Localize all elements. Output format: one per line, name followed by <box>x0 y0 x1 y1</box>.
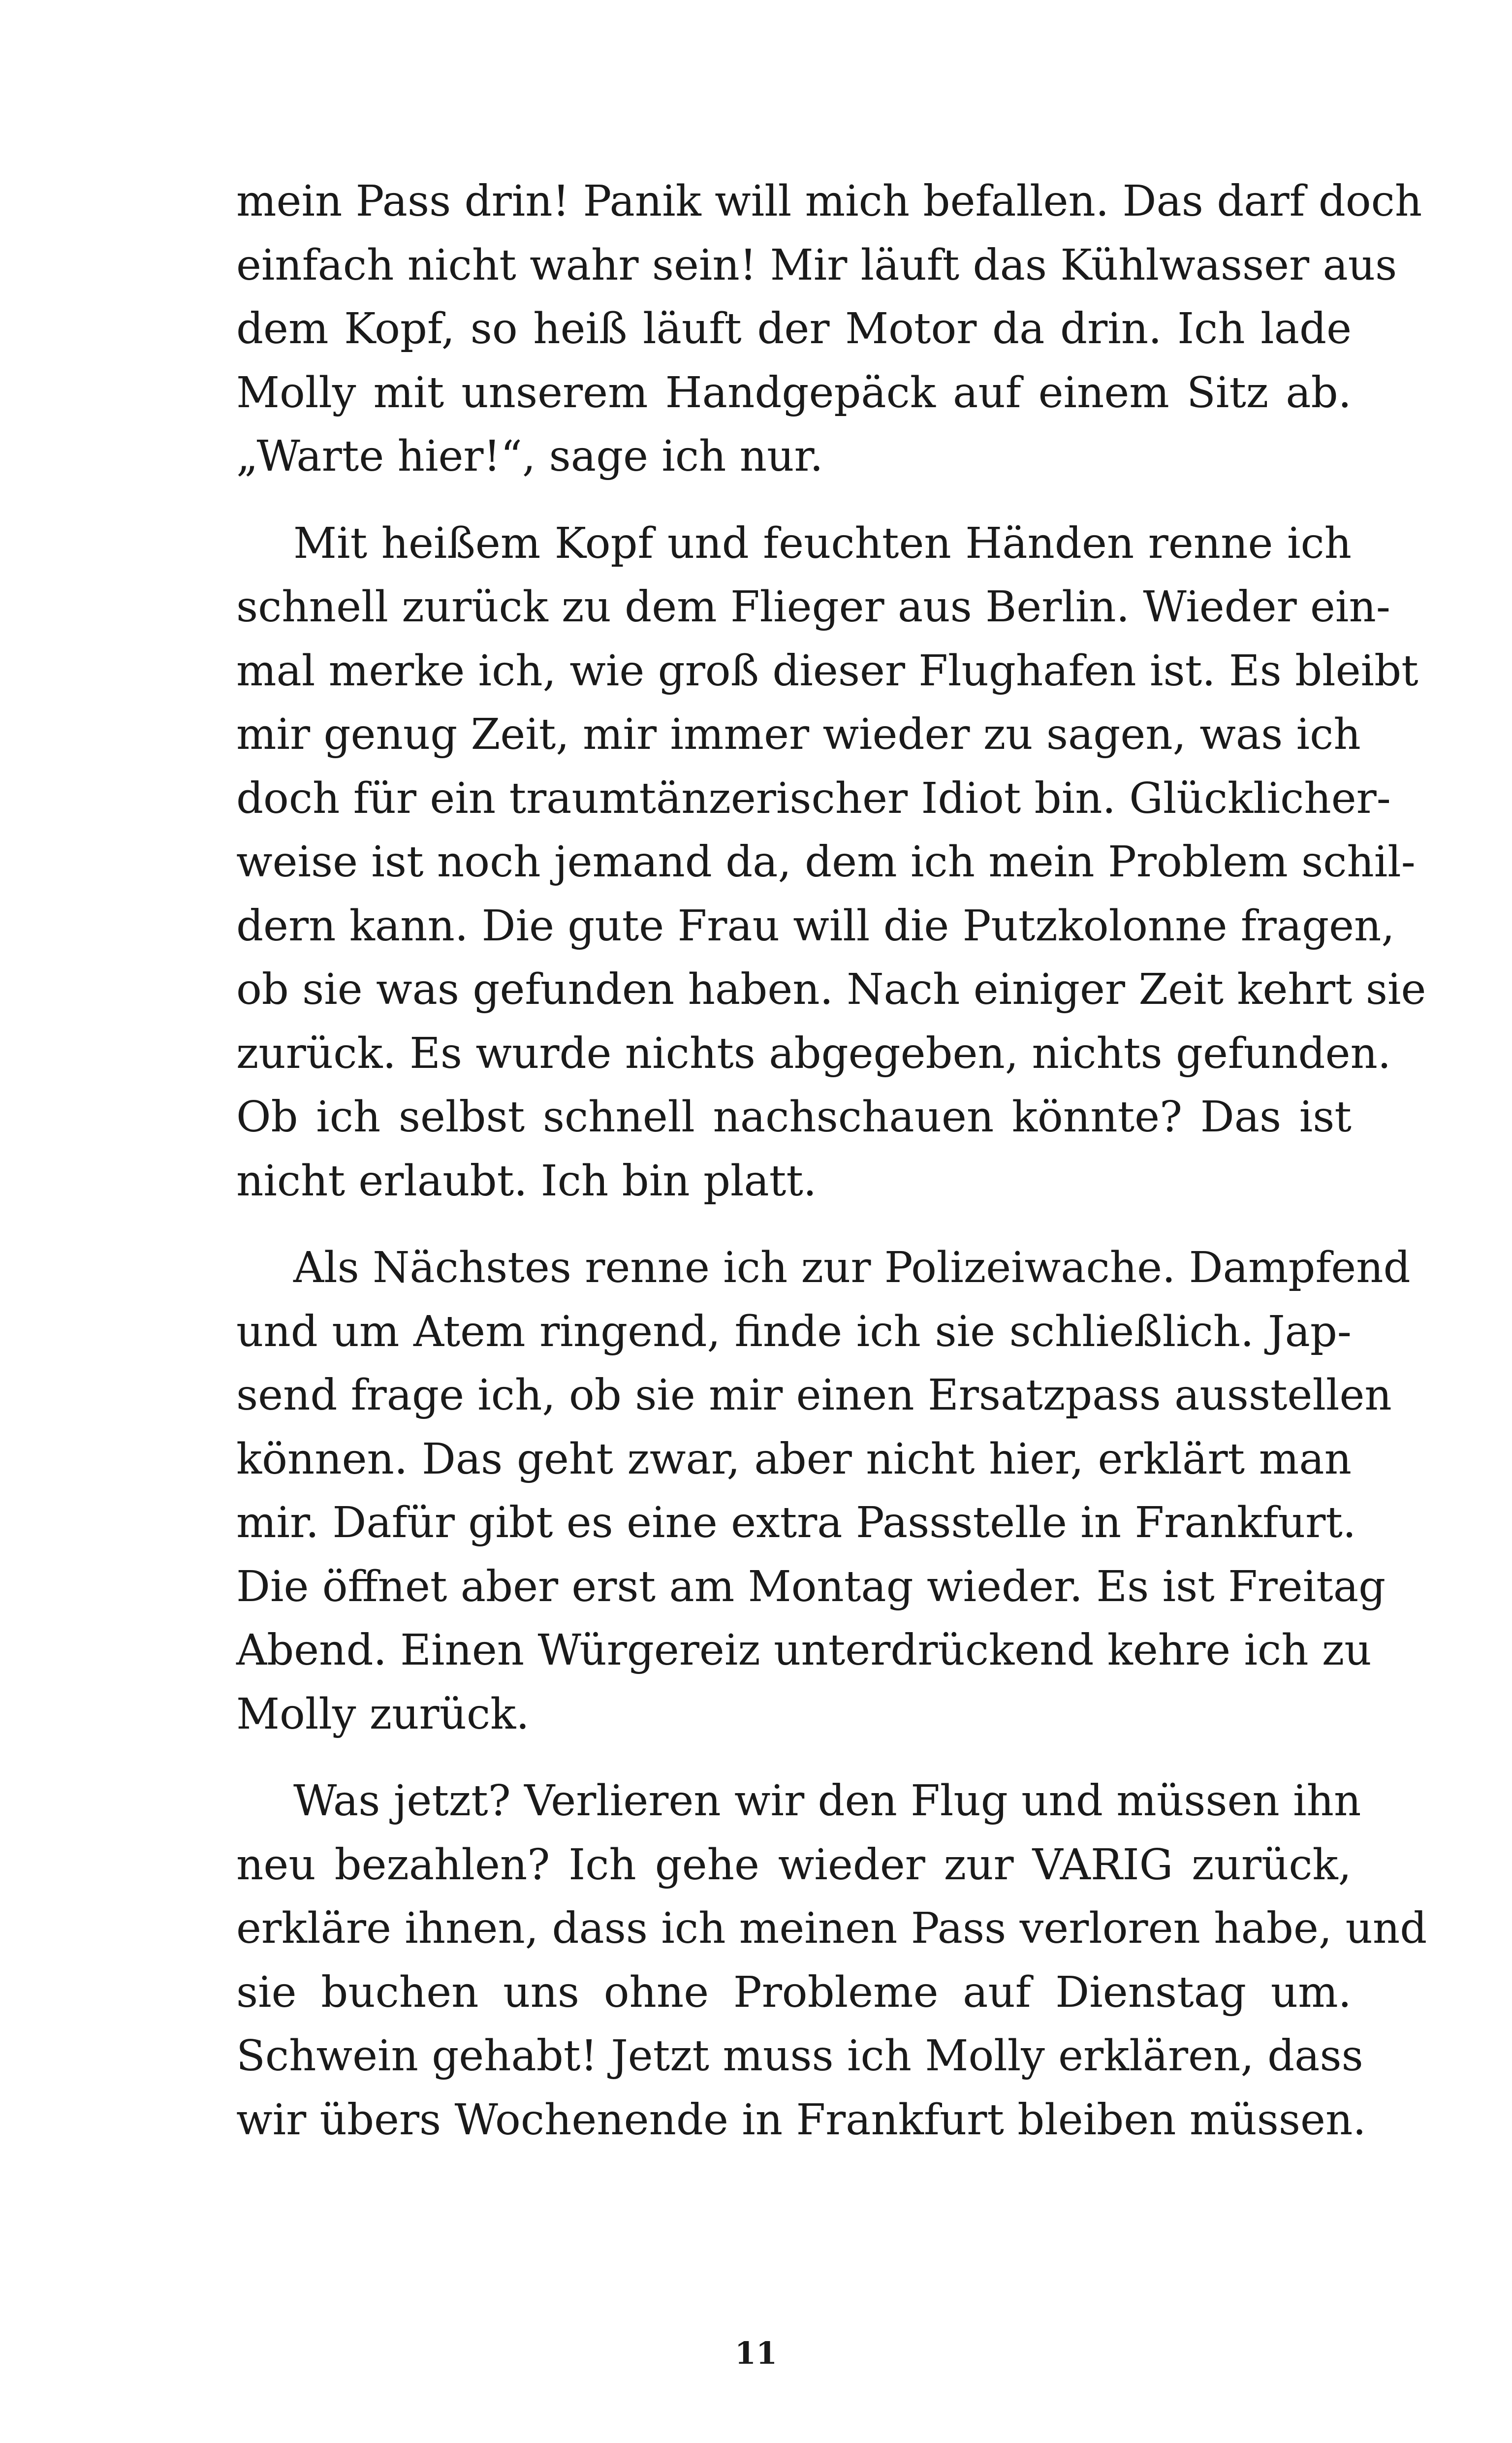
text-line: mal merke ich, wie groß dieser Flughafen ist. Es bleibt <box>236 646 1418 696</box>
text-line: send frage ich, ob sie mir einen Ersatzpass ausstellen <box>236 1371 1392 1420</box>
text-line: dern kann. Die gute Frau will die Putzkolonne fragen, <box>236 901 1395 951</box>
text-line: Was jetzt? Verlieren wir den Flug und müssen ihn <box>293 1776 1361 1826</box>
page-number: 11 <box>734 2335 778 2371</box>
text-line: mir. Dafür gibt es eine extra Passstelle in Frankfurt. <box>236 1498 1356 1547</box>
text-line: und um Atem ringend, finde ich sie schließlich. Jap- <box>236 1307 1352 1356</box>
text-line: ob sie was gefunden haben. Nach einiger Zeit kehrt sie <box>236 965 1426 1014</box>
paragraph-1 <box>236 170 1422 489</box>
text-line: Molly zurück. <box>236 1689 530 1739</box>
text-line: dem Kopf, so heiß läuft der Motor da drin. Ich lade <box>236 304 1352 354</box>
text-line: Molly mit unserem Handgepäck auf einem Sitz ab. <box>236 368 1352 418</box>
body-text <box>236 170 1427 2152</box>
text-line: schnell zurück zu dem Flieger aus Berlin. Wieder ein- <box>236 582 1390 632</box>
text-line: nicht erlaubt. Ich bin platt. <box>236 1156 817 1206</box>
text-line: weise ist noch jemand da, dem ich mein Problem schil- <box>236 837 1416 887</box>
text-line: erkläre ihnen, dass ich meinen Pass verloren habe, und <box>236 1904 1427 1953</box>
text-line: „Warte hier!“, sage ich nur. <box>236 432 823 481</box>
paragraph-2 <box>236 512 1426 1214</box>
text-line: können. Das geht zwar, aber nicht hier, erklärt man <box>236 1434 1352 1484</box>
text-line: sie buchen uns ohne Probleme auf Dienstag um. <box>236 1967 1352 2017</box>
text-line: mir genug Zeit, mir immer wieder zu sagen, was ich <box>236 710 1361 759</box>
text-line: neu bezahlen? Ich gehe wieder zur VARIG zurück, <box>236 1840 1352 1890</box>
text-line: Abend. Einen Würgereiz unterdrückend kehre ich zu <box>236 1626 1372 1675</box>
text-line: doch für ein traumtänzerischer Idiot bin. Glücklicher- <box>236 773 1391 823</box>
text-line: Schwein gehabt! Jetzt muss ich Molly erklären, dass <box>236 2031 1363 2081</box>
text-line: zurück. Es wurde nichts abgegeben, nichts gefunden. <box>236 1029 1391 1078</box>
text-line: Als Nächstes renne ich zur Polizeiwache. Dampfend <box>293 1243 1411 1292</box>
text-line: einfach nicht wahr sein! Mir läuft das Kühlwasser aus <box>236 240 1397 290</box>
text-line: Die öffnet aber erst am Montag wieder. Es ist Freitag <box>236 1562 1386 1611</box>
text-line: Ob ich selbst schnell nachschauen könnte? Das ist <box>236 1093 1352 1142</box>
paragraph-3 <box>236 1236 1411 1746</box>
text-line: Mit heißem Kopf und feuchten Händen renne ich <box>293 518 1352 568</box>
paragraph-4 <box>236 1769 1427 2152</box>
text-line: mein Pass drin! Panik will mich befallen. Das darf doch <box>236 177 1422 226</box>
text-line: wir übers Wochenende in Frankfurt bleiben müssen. <box>236 2095 1366 2145</box>
